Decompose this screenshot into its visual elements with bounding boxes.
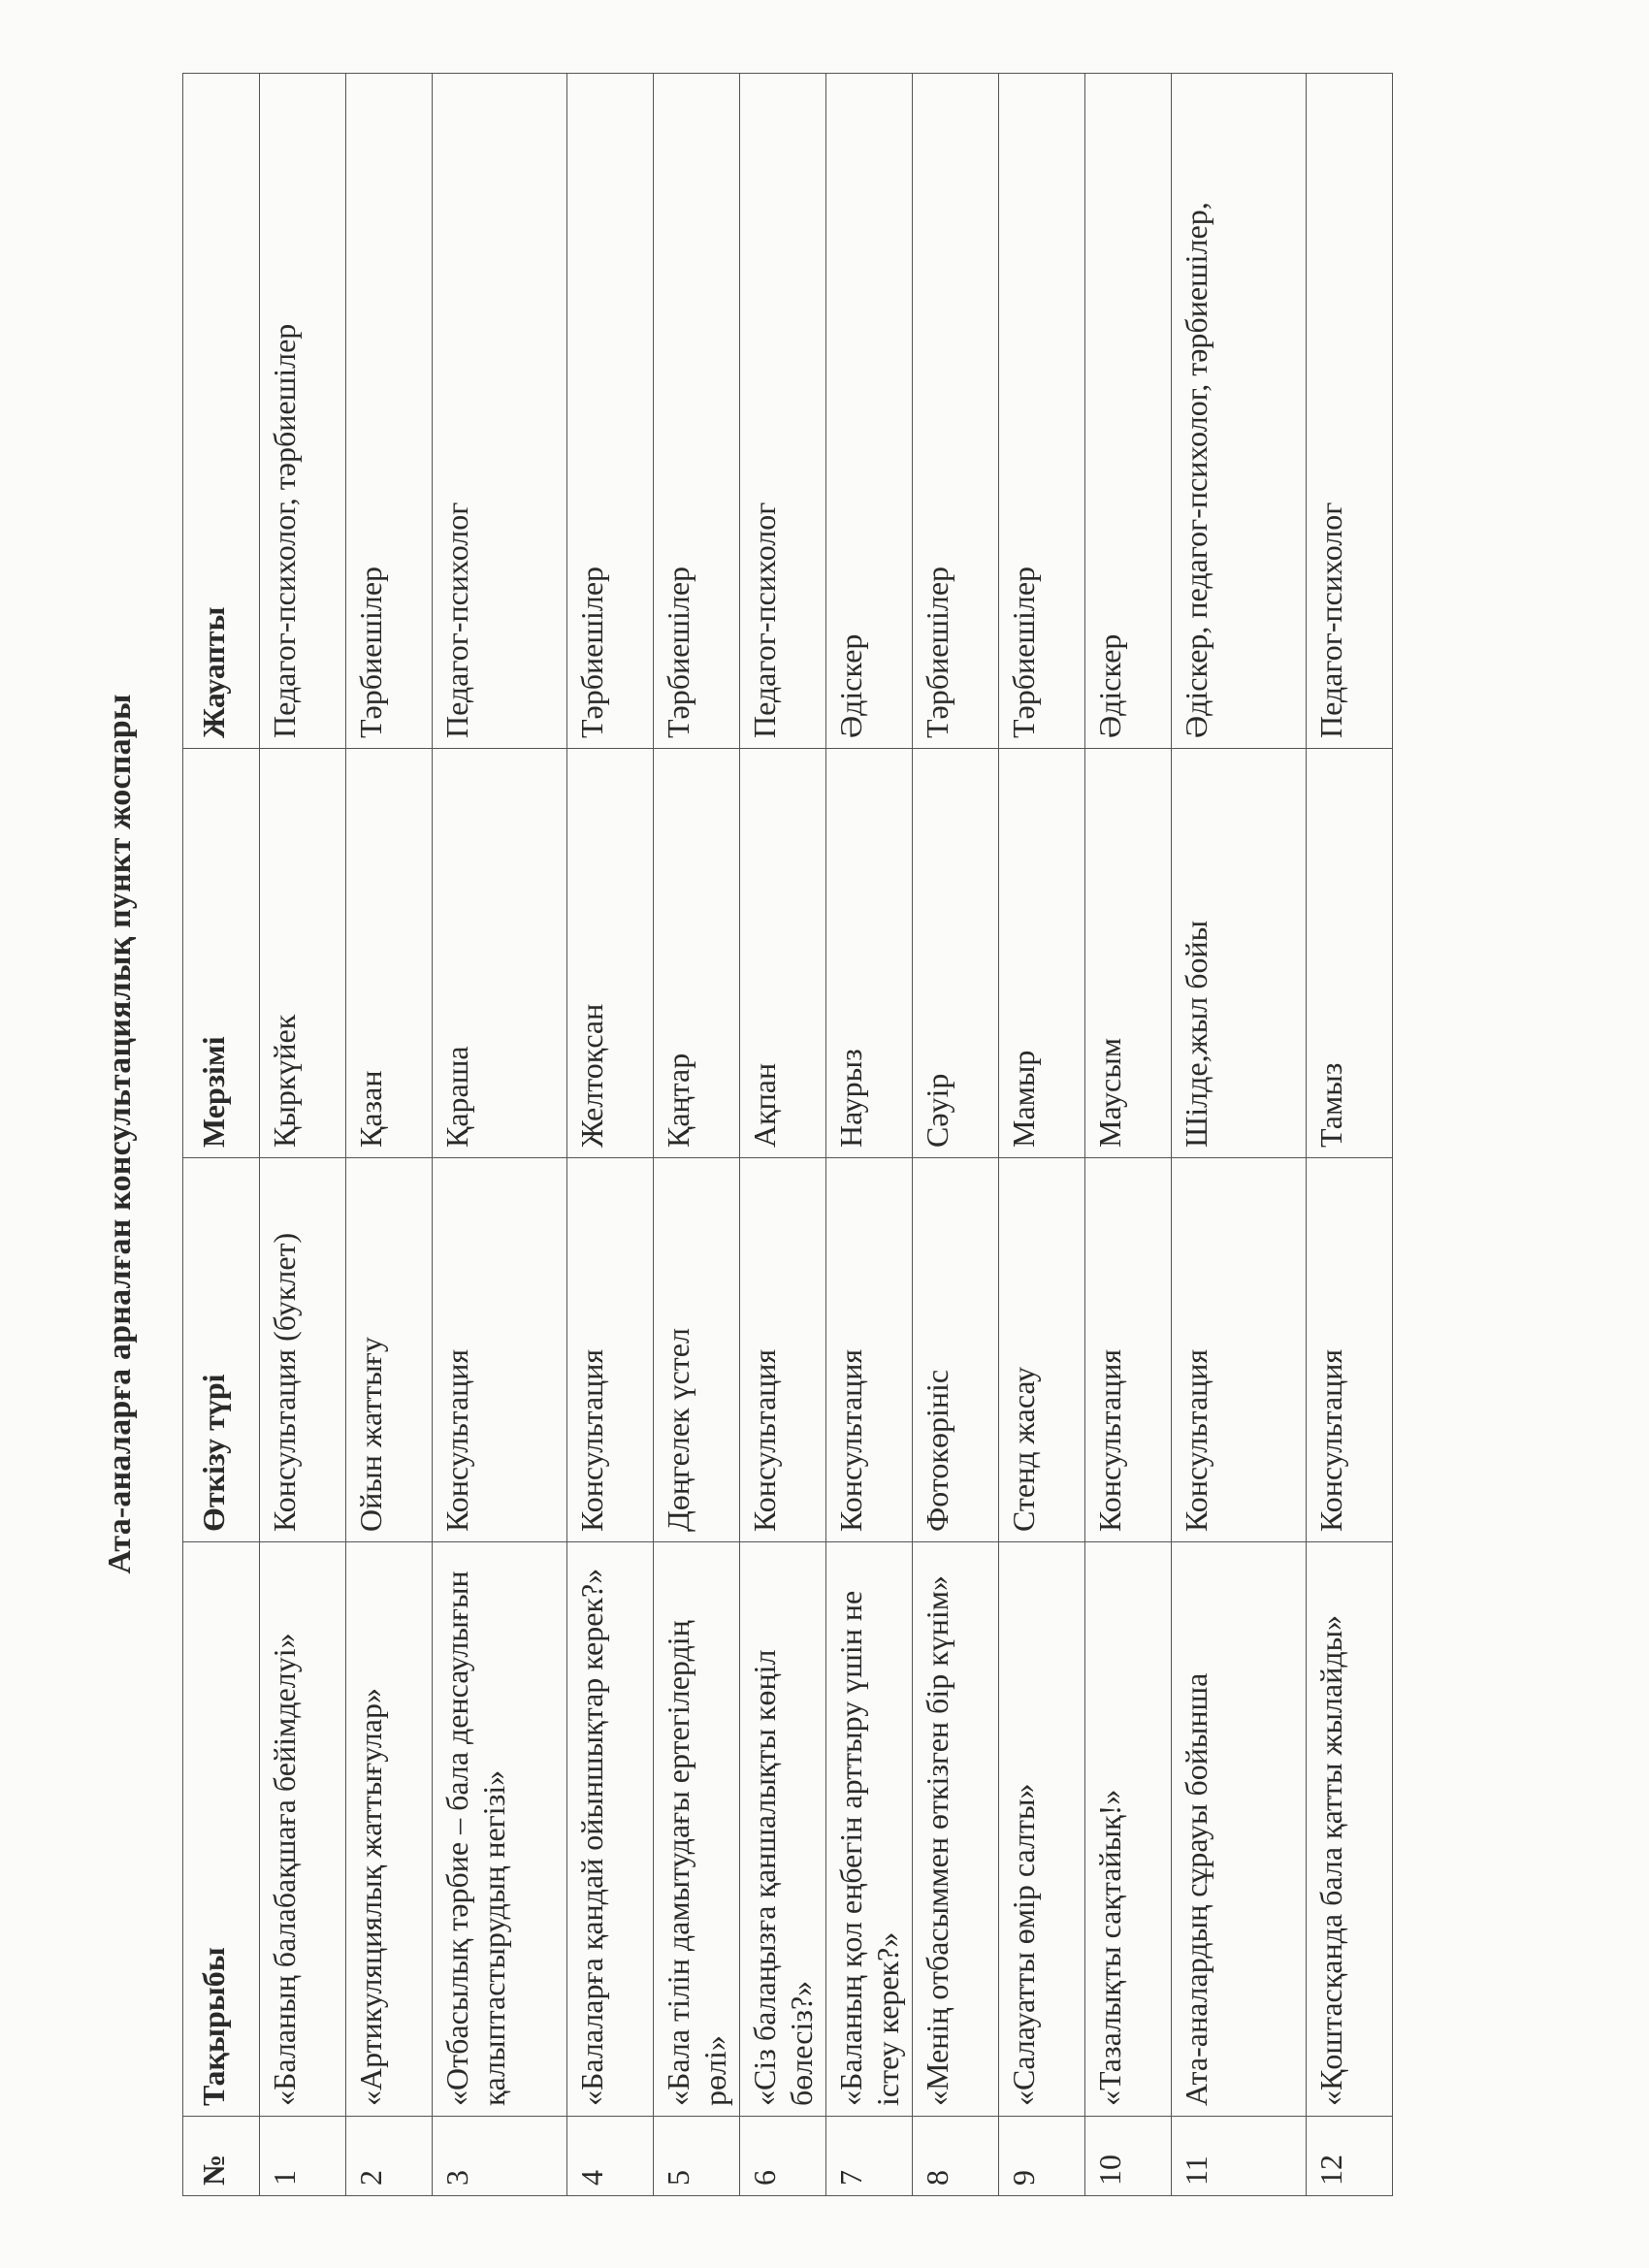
row-num: 2 <box>346 2117 433 2196</box>
table-row <box>433 74 567 2196</box>
row-num: 3 <box>433 2117 567 2196</box>
row-topic: «Тазалықты сақтайық!» <box>1085 1542 1172 2117</box>
header-type: Өткізу түрі <box>183 1158 260 1542</box>
row-date: Қаңтар <box>654 749 740 1158</box>
table-row <box>260 74 346 2196</box>
table-row <box>1085 74 1172 2196</box>
row-responsible: Әдіскер <box>826 74 913 749</box>
row-date: Шілде,жыл бойы <box>1172 749 1307 1158</box>
row-type: Консультация <box>1172 1158 1307 1542</box>
row-type: Консультация <box>826 1158 913 1542</box>
row-topic: «Менің отбасыммен өткізген бір күнім» <box>913 1542 999 2117</box>
table-row <box>346 74 433 2196</box>
row-topic: «Балаларға қандай ойыншықтар керек?» <box>567 1542 654 2117</box>
row-num: 10 <box>1085 2117 1172 2196</box>
row-type: Консультация <box>1307 1158 1393 1542</box>
row-type: Ойын жаттығу <box>346 1158 433 1542</box>
row-date: Ақпан <box>740 749 826 1158</box>
row-num: 7 <box>826 2117 913 2196</box>
row-responsible: Тәрбиешілер <box>346 74 433 749</box>
row-date: Маусым <box>1085 749 1172 1158</box>
row-topic: «Баланың қол еңбегін арттыру үшін не істеу керек?» <box>826 1542 913 2117</box>
table-row <box>826 74 913 2196</box>
row-num: 1 <box>260 2117 346 2196</box>
row-responsible: Педагог-психолог <box>1307 74 1393 749</box>
row-num: 4 <box>567 2117 654 2196</box>
table-row <box>1307 74 1393 2196</box>
row-date: Мамыр <box>999 749 1085 1158</box>
row-type: Фотокөрініс <box>913 1158 999 1542</box>
row-num: 11 <box>1172 2117 1307 2196</box>
row-responsible: Педагог-психолог <box>740 74 826 749</box>
row-type: Дөңгелек үстел <box>654 1158 740 1542</box>
row-type: Консультация (буклет) <box>260 1158 346 1542</box>
row-topic: «Артикуляциялық жаттығулар» <box>346 1542 433 2117</box>
table-row <box>913 74 999 2196</box>
row-type: Консультация <box>740 1158 826 1542</box>
row-topic: «Сіз балаңызға қаншалықты көңіл бөлесіз?» <box>740 1542 826 2117</box>
header-responsible: Жауапты <box>183 74 260 749</box>
header-num: № <box>183 2117 260 2196</box>
row-type: Консультация <box>433 1158 567 1542</box>
row-type: Стенд жасау <box>999 1158 1085 1542</box>
row-date: Қазан <box>346 749 433 1158</box>
row-responsible: Тәрбиешілер <box>654 74 740 749</box>
header-row <box>183 74 260 2196</box>
row-date: Тамыз <box>1307 749 1393 1158</box>
row-responsible: Әдіскер, педагог-психолог, тәрбиешілер, <box>1172 74 1307 749</box>
row-num: 12 <box>1307 2117 1393 2196</box>
row-num: 8 <box>913 2117 999 2196</box>
table-row <box>740 74 826 2196</box>
row-responsible: Педагог-психолог <box>433 74 567 749</box>
row-topic: «Баланың балабақшаға бейімделуі» <box>260 1542 346 2117</box>
row-topic: «Қоштасқанда бала қатты жылайды» <box>1307 1542 1393 2117</box>
table-row <box>567 74 654 2196</box>
row-date: Наурыз <box>826 749 913 1158</box>
row-topic: «Отбасылық тәрбие – бала денсаулығын қалыптастырудың негізі» <box>433 1542 567 2117</box>
header-date: Мерзімі <box>183 749 260 1158</box>
row-type: Консультация <box>1085 1158 1172 1542</box>
row-num: 6 <box>740 2117 826 2196</box>
row-responsible: Әдіскер <box>1085 74 1172 749</box>
row-responsible: Тәрбиешілер <box>913 74 999 749</box>
row-type: Консультация <box>567 1158 654 1542</box>
row-topic: Ата-аналардың сұрауы бойынша <box>1172 1542 1307 2117</box>
row-responsible: Педагог-психолог, тәрбиешілер <box>260 74 346 749</box>
row-topic: «Салауатты өмір салты» <box>999 1542 1085 2117</box>
row-date: Қыркүйек <box>260 749 346 1158</box>
table-row <box>999 74 1085 2196</box>
row-date: Сәуір <box>913 749 999 1158</box>
row-date: Қараша <box>433 749 567 1158</box>
row-num: 9 <box>999 2117 1085 2196</box>
row-responsible: Тәрбиешілер <box>567 74 654 749</box>
row-topic: «Бала тілін дамытудағы ертегілердің рөлі» <box>654 1542 740 2117</box>
header-topic: Тақырыбы <box>183 1542 260 2117</box>
document-title: Ата-аналарға арналған консультациялық пункт жоспары <box>102 694 138 1574</box>
consultation-plan-table <box>182 73 1393 2196</box>
row-date: Желтоқсан <box>567 749 654 1158</box>
table-row <box>654 74 740 2196</box>
row-num: 5 <box>654 2117 740 2196</box>
row-responsible: Тәрбиешілер <box>999 74 1085 749</box>
table-row <box>1172 74 1307 2196</box>
